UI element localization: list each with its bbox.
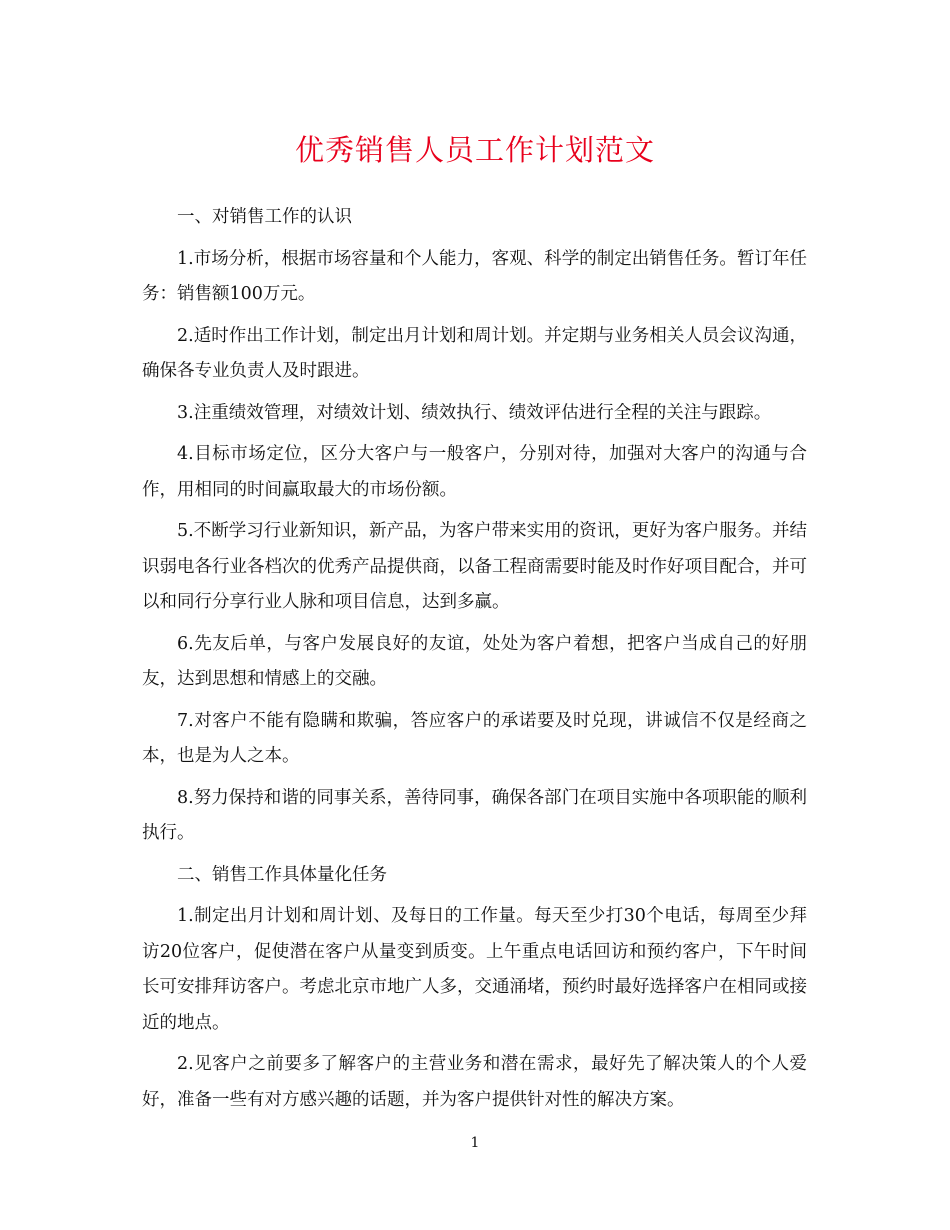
paragraph-1-8: 8.努力保持和谐的同事关系，善待同事，确保各部门在项目实施中各项职能的顺利执行。 — [142, 787, 807, 843]
document-body — [142, 200, 807, 1124]
document-title: 优秀销售人员工作计划范文 — [294, 133, 655, 167]
paragraph-1-7: 7.对客户不能有隐瞒和欺骗，答应客户的承诺要及时兑现，讲诚信不仅是经商之本，也是为人之本。 — [142, 710, 807, 766]
paragraph-2-1: 1.制定出月计划和周计划、及每日的工作量。每天至少打30个电话，每周至少拜访20位客户，促使潜在客户从量变到质变。上午重点电话回访和预约客户，下午时间长可安排拜访客户。考虑北京市地广人多，交通涌堵，预约时最好选择客户在相同或接近的地点。 — [142, 906, 807, 1033]
paragraph-1-5: 5.不断学习行业新知识，新产品，为客户带来实用的资讯，更好为客户服务。并结识弱电各行业各档次的优秀产品提供商，以备工程商需要时能及时作好项目配合，并可以和同行分享行业人脉和项目信息，达到多赢。 — [142, 521, 807, 612]
section-heading-2: 二、销售工作具体量化任务 — [177, 864, 387, 885]
section-heading-1: 一、对销售工作的认识 — [177, 207, 352, 227]
paragraph-1-6: 6.先友后单，与客户发展良好的友谊，处处为客户着想，把客户当成自己的好朋友，达到思想和情感上的交融。 — [142, 633, 807, 689]
paragraph-1-1: 1.市场分析，根据市场容量和个人能力，客观、科学的制定出销售任务。暂订年任务：销售额100万元。 — [142, 248, 807, 304]
paragraph-1-3: 3.注重绩效管理，对绩效计划、绩效执行、绩效评估进行全程的关注与跟踪。 — [177, 402, 772, 423]
paragraph-1-2: 2.适时作出工作计划，制定出月计划和周计划。并定期与业务相关人员会议沟通，确保各专业负责人及时跟进。 — [142, 325, 807, 381]
paragraph-2-2: 2.见客户之前要多了解客户的主营业务和潜在需求，最好先了解决策人的个人爱好，准备一些有对方感兴趣的话题，并为客户提供针对性的解决方案。 — [142, 1054, 807, 1110]
page-number: 1 — [470, 1135, 480, 1151]
paragraph-1-4: 4.目标市场定位，区分大客户与一般客户，分别对待，加强对大客户的沟通与合作，用相同的时间赢取最大的市场份额。 — [142, 444, 807, 500]
